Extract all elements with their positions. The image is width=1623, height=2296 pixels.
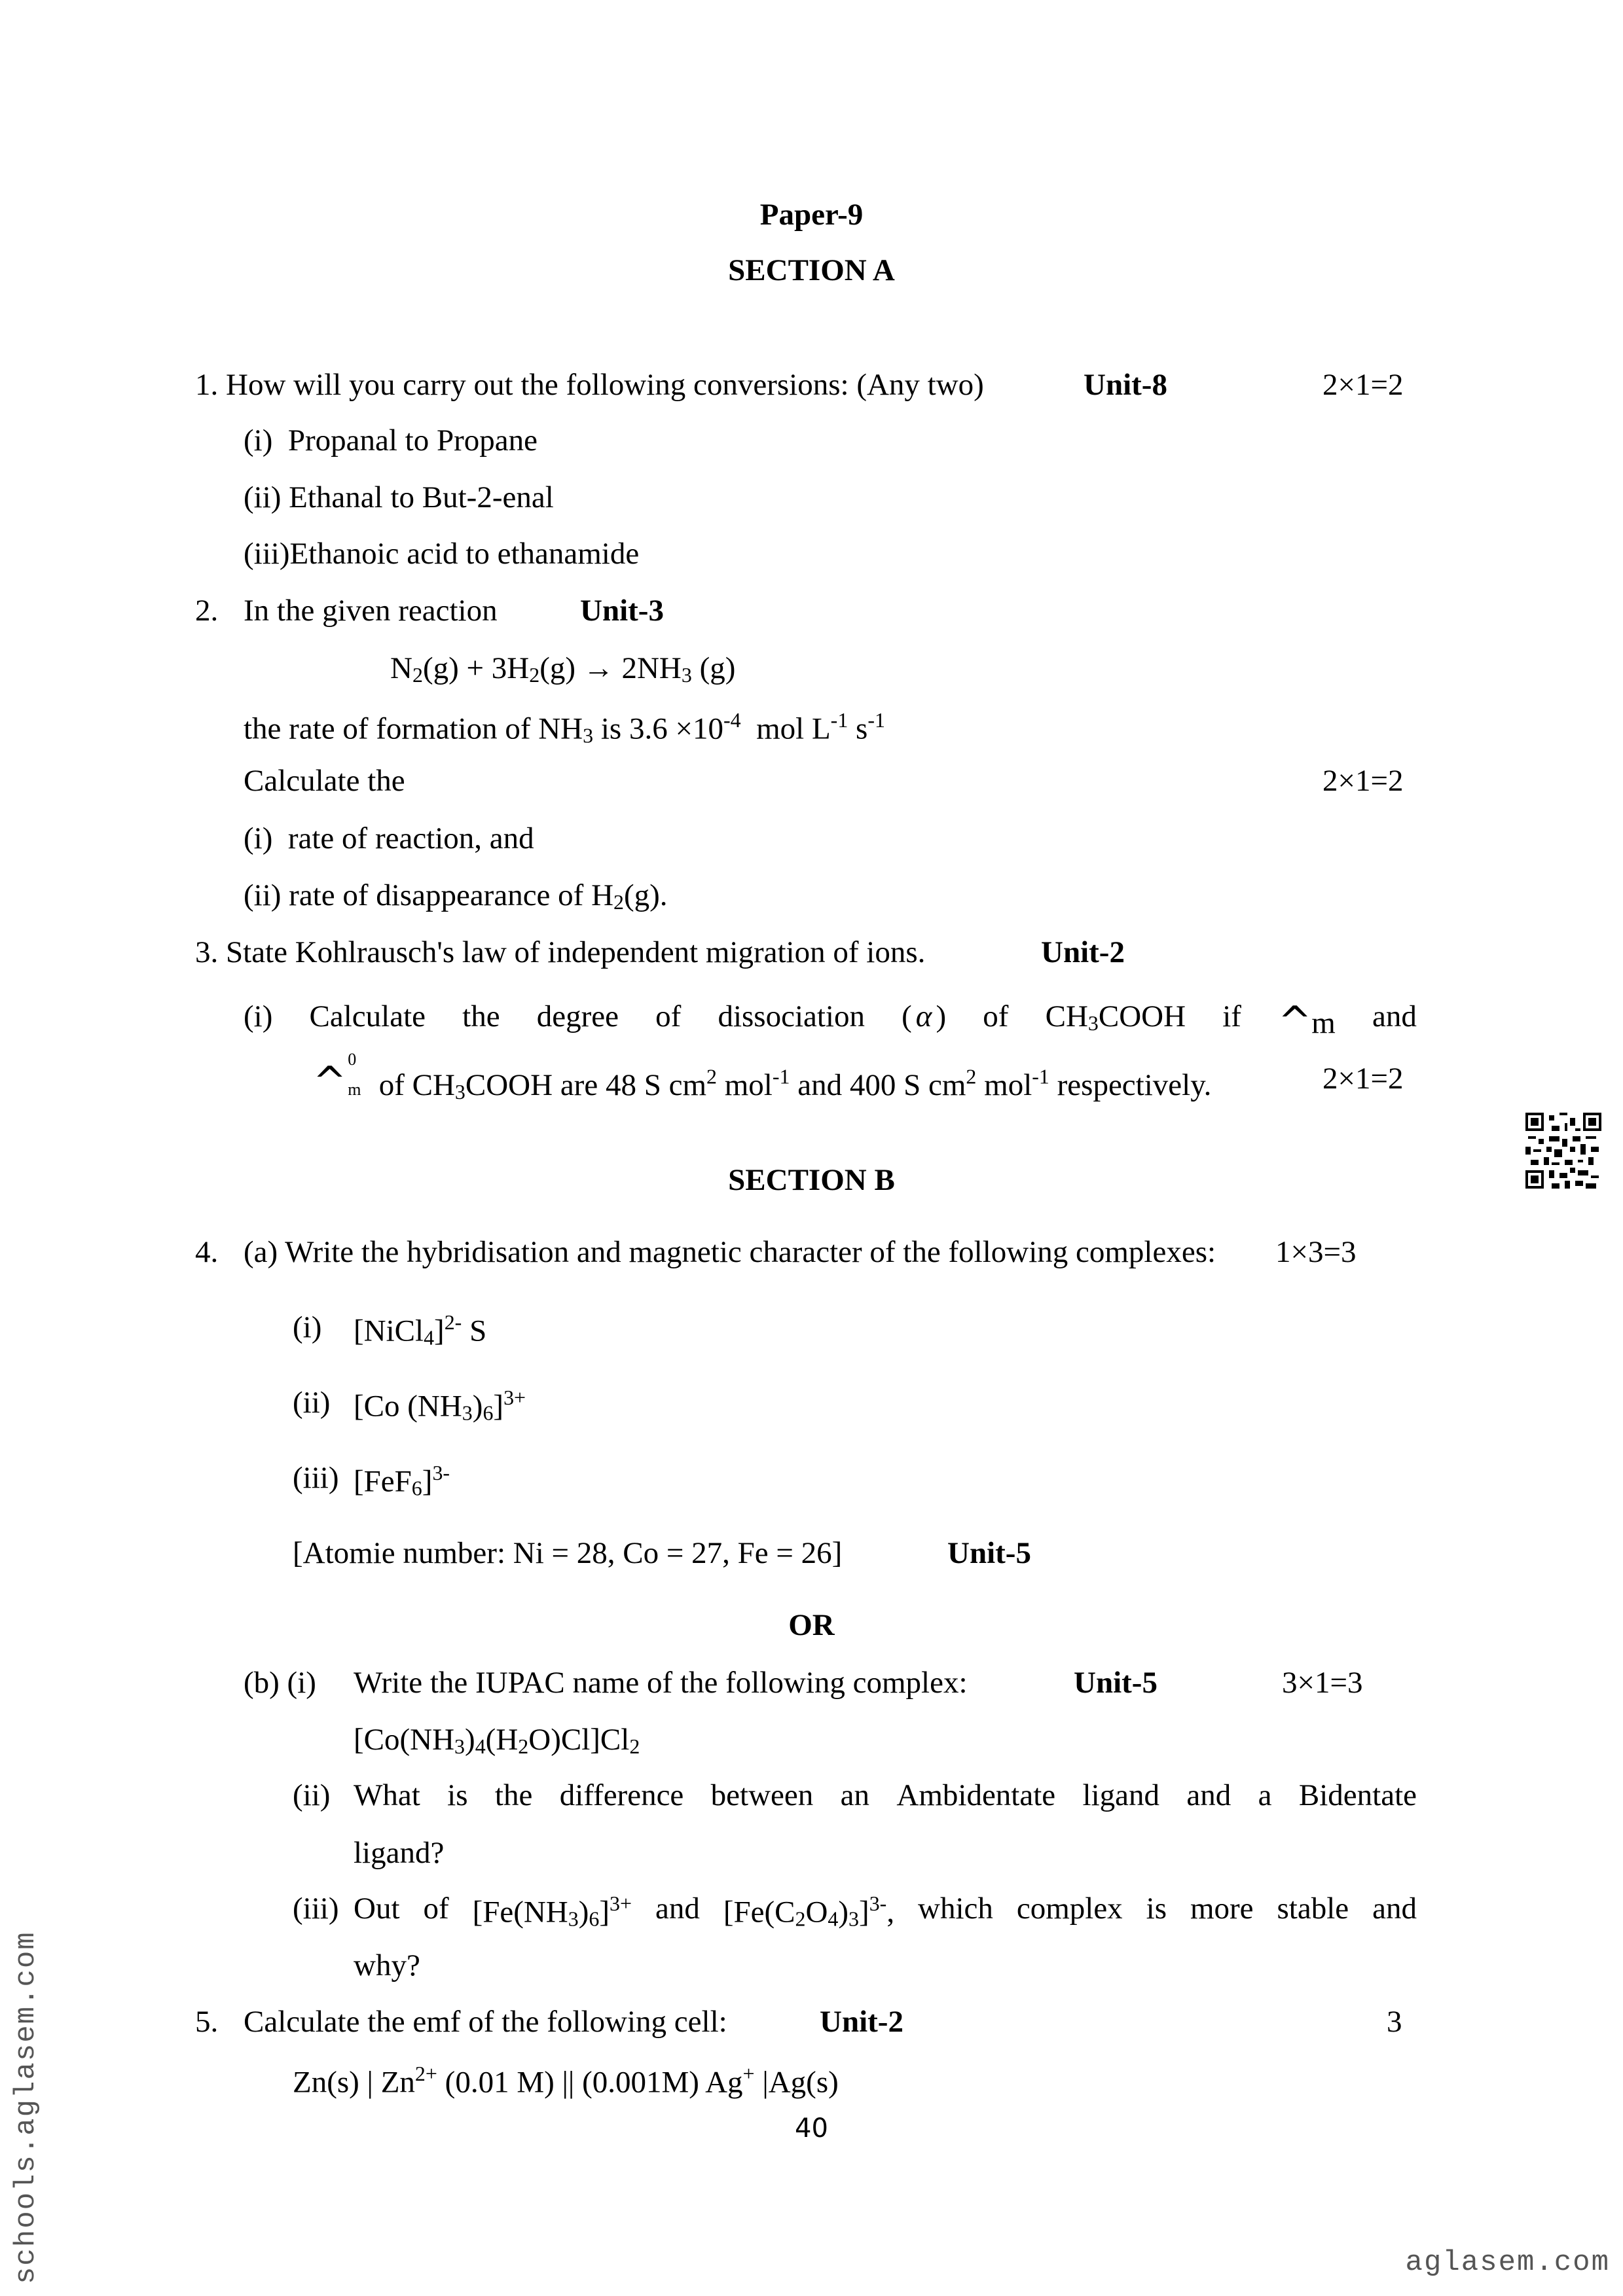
q5-number: 5. <box>195 2005 219 2039</box>
q4b-ii-text: What is the difference between an Ambidentate ligand and a Bidentate <box>354 1778 1417 1812</box>
section-a-heading: SECTION A <box>728 253 895 287</box>
q4b-text: Write the IUPAC name of the following complex: <box>354 1666 968 1700</box>
q5-marks: 3 <box>1387 2005 1402 2039</box>
q4a-item-label-3: (iii) <box>293 1461 339 1495</box>
q4a-atomic-numbers: [Atomie number: Ni = 28, Co = 27, Fe = 26] <box>293 1536 843 1570</box>
q3-marks: 2×1=2 <box>1322 1062 1404 1096</box>
q4b-unit: Unit-5 <box>1074 1666 1158 1700</box>
q2-text: In the given reaction <box>244 594 498 628</box>
q4a-complex-2: [Co (NH3)6]$^{3+}$ <box>354 1386 526 1425</box>
q4b-ii-continued: ligand? <box>354 1836 445 1870</box>
q2-reaction-equation: N2(g) + 3H2(g) → 2NH3 (g) <box>390 651 736 687</box>
q3-part-i-line2: ^ 0 m of CH3COOH are 48 S $cm^2$ mol$^{-1}$ and 400 S $cm^2$ mol$^{-1}$ respectively. <box>313 1050 1212 1105</box>
q2-unit: Unit-3 <box>580 594 664 628</box>
q4a-unit: Unit-5 <box>947 1536 1031 1570</box>
q2-number: 2. <box>195 594 219 628</box>
q4b-marks: 3×1=3 <box>1282 1666 1363 1700</box>
q4b-iii-label: (iii) <box>293 1892 339 1926</box>
q1-marks: 2×1=2 <box>1322 368 1404 402</box>
side-watermark: schools.aglasem.com <box>10 1931 43 2284</box>
q2-calculate: Calculate the <box>244 764 405 798</box>
q2-marks: 2×1=2 <box>1322 764 1404 798</box>
q4a-item-label-1: (i) <box>293 1310 322 1344</box>
q5-text: Calculate the emf of the following cell: <box>244 2005 727 2039</box>
q5-cell-notation: Zn(s) | $Zn^{2+}$ (0.01 M) || (0.001M) Ag+ |Ag(s) <box>293 2062 839 2100</box>
q4a-complex-3: $[FeF6]^{3-}$ <box>354 1462 450 1500</box>
q1-item-1: (i) Propanal to Propane <box>244 423 538 457</box>
q4b-ii-label: (ii) <box>293 1778 331 1812</box>
bottom-watermark: aglasem.com <box>1405 2246 1610 2279</box>
q4b-iii-continued: why? <box>354 1948 420 1982</box>
q5-unit: Unit-2 <box>820 2005 903 2039</box>
q4a-text: (a) Write the hybridisation and magnetic character of the following complexes: <box>244 1235 1216 1269</box>
q1-unit: Unit-8 <box>1084 368 1167 402</box>
q4a-marks: 1×3=3 <box>1275 1235 1357 1269</box>
q3-part-i-line1: (i) Calculate the degree of dissociation ( α ) of CH3COOH if ^m and <box>244 998 1417 1045</box>
or-divider: OR <box>788 1608 835 1642</box>
q4a-item-label-2: (ii) <box>293 1386 331 1420</box>
q2-item-1: (i) rate of reaction, and <box>244 821 534 855</box>
q2-item-2: (ii) rate of disappearance of H2(g). <box>244 878 668 914</box>
q4b-formula: [Co(NH3)4(H2O)Cl]Cl2 <box>354 1723 640 1758</box>
paper-title: Paper-9 <box>759 198 864 232</box>
q2-rate-statement: the rate of formation of NH3 is $3.6 \times 10^{-4}$ mol $L^{-1}$ $s^{-1}$ <box>244 709 885 747</box>
q1-item-3: (iii)Ethanoic acid to ethanamide <box>244 537 640 571</box>
q4-number: 4. <box>195 1235 219 1269</box>
q3-unit: Unit-2 <box>1041 935 1125 969</box>
q1-item-2: (ii) Ethanal to But-2-enal <box>244 480 554 514</box>
q4a-complex-1: [NiCl4]$^{2-}$ S <box>354 1311 487 1350</box>
q4b-iii-text: Out of $[Fe(NH3)6]^{3+}$ and $[Fe(C2O4)3]^{3-}$, which complex is more stable and <box>354 1892 1417 1931</box>
page-number: 40 <box>795 2113 828 2144</box>
q1-text: 1. How will you carry out the following conversions: (Any two) <box>195 368 984 402</box>
section-b-heading: SECTION B <box>728 1163 895 1197</box>
q3-text: 3. State Kohlrausch's law of independent migration of ions. <box>195 935 926 969</box>
q4b-label: (b) (i) <box>244 1666 316 1700</box>
